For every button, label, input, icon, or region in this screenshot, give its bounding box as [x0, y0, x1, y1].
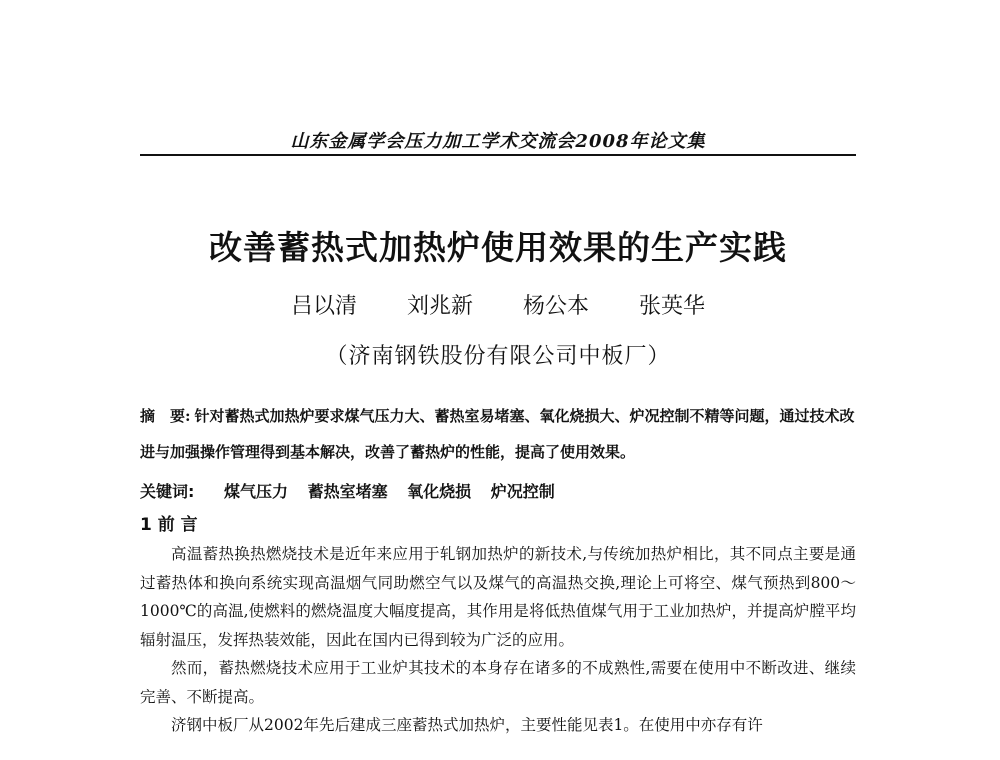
paragraph: 然而，蓄热燃烧技术应用于工业炉其技术的本身存在诸多的不成熟性,需要在使用中不断改进、继续完善、不断提高。: [140, 659, 856, 706]
keyword: 炉况控制: [490, 482, 555, 501]
abstract: [140, 398, 856, 470]
author-name: 杨公本: [523, 294, 590, 319]
running-header: 山东金属学会压力加工学术交流会2008年论文集: [290, 131, 706, 152]
author-name: 张英华: [639, 294, 706, 319]
author-name: 吕以清: [290, 294, 357, 319]
keyword: 煤气压力: [223, 482, 288, 501]
header-rule: [140, 154, 856, 156]
abstract-text: 针对蓄热式加热炉要求煤气压力大、蓄热室易堵塞、氧化烧损大、炉况控制不精等问题，通过技术改进与加强操作管理得到基本解决，改善了蓄热炉的性能，提高了使用效果。: [140, 407, 855, 461]
affiliation: （济南钢铁股份有限公司中板厂）: [325, 344, 671, 369]
body-text: [140, 540, 856, 740]
paragraph: 高温蓄热换热燃烧技术是近年来应用于轧钢加热炉的新技术,与传统加热炉相比，其不同点主要是通过蓄热体和换向系统实现高温烟气同助燃空气以及煤气的高温热交换,理论上可将空、煤气预热到800～1000℃的高温,使燃料的燃烧温度大幅度提高，其作用是将低热值煤气用于工业加热炉，并提高炉膛平均辐射温压，发挥热装效能，因此在国内已得到较为广泛的应用。: [140, 545, 856, 649]
abstract-label: 摘 要:: [140, 407, 191, 425]
keywords-label: 关键词:: [140, 482, 195, 501]
keyword: 氧化烧损: [407, 482, 472, 501]
paper-title: 改善蓄热式加热炉使用效果的生产实践: [209, 228, 787, 267]
keywords: [140, 479, 856, 502]
paragraph: 济钢中板厂从2002年先后建成三座蓄热式加热炉，主要性能见表1。在使用中亦存有许: [171, 716, 763, 734]
author-name: 刘兆新: [406, 294, 473, 319]
section-heading: 1 前 言: [140, 515, 198, 535]
keyword: 蓄热室堵塞: [307, 482, 388, 501]
author-list: [140, 289, 856, 320]
